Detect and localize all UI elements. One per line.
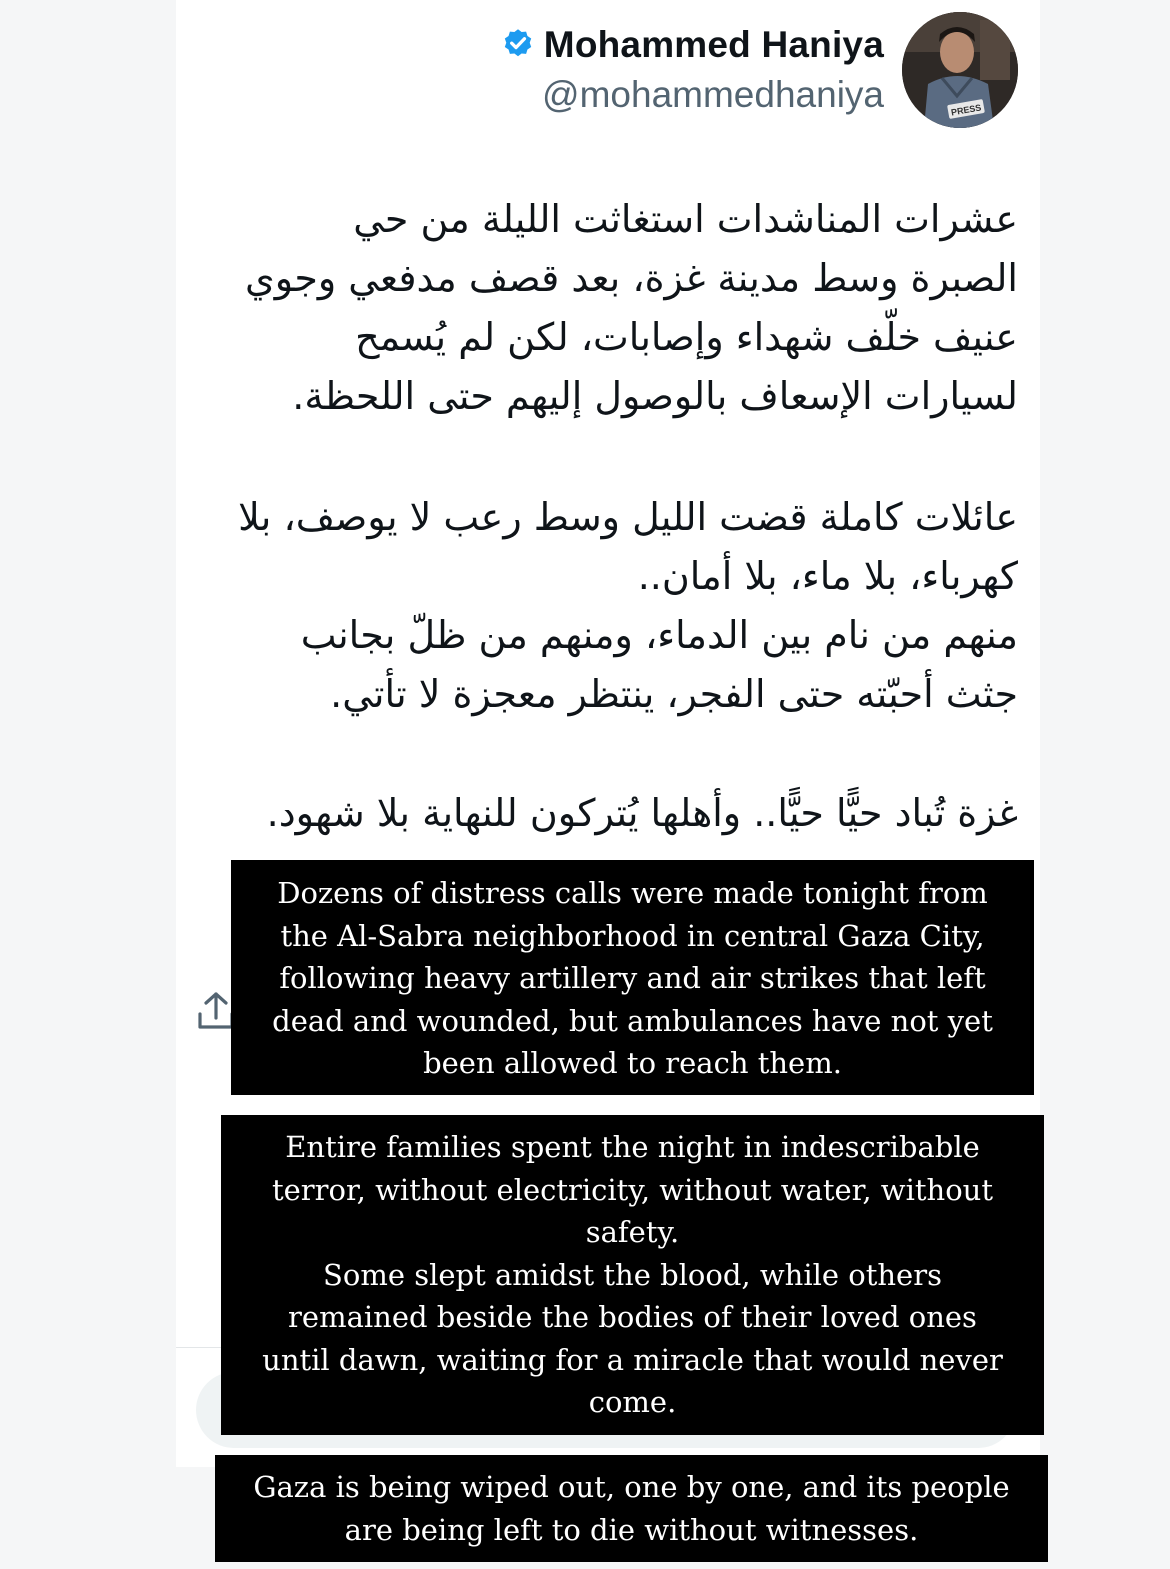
tweet-text-line: جثث أحبّته حتى الفجر، ينتظر معجزة لا تأتي. [330, 672, 1018, 716]
share-icon[interactable] [196, 990, 236, 1032]
tweet-text-line: عائلات كاملة قضت الليل وسط رعب لا يوصف، بلا [238, 495, 1018, 539]
translation-line: safety. [585, 1215, 680, 1249]
translation-box-2 [221, 1115, 1044, 1435]
translation-line: are being left to die without witnesses. [344, 1512, 919, 1547]
translation-line: been allowed to reach them. [423, 1046, 842, 1080]
avatar-press-badge: PRESS [950, 102, 983, 118]
tweet-text-line: كهرباء، بلا ماء، بلا أمان.. [637, 554, 1018, 598]
avatar[interactable] [902, 12, 1018, 128]
translation-line: the Al-Sabra neighborhood in central Gaza City, [280, 918, 985, 953]
translation-line: dead and wounded, but ambulances have not yet [272, 1003, 993, 1038]
translation-line: terror, without electricity, without water, without [271, 1172, 994, 1207]
translation-line: Entire families spent the night in indescribable [285, 1130, 980, 1164]
tweet-text-paragraph-1 [190, 190, 1018, 426]
tweet-header [500, 24, 884, 116]
tweet-text-line: منهم من نام بين الدماء، ومنهم من ظلّ بجانب [300, 613, 1018, 657]
tweet-text-paragraph-3 [190, 784, 1018, 843]
tweet-text-line: لسيارات الإسعاف بالوصول إليهم حتى اللحظة. [292, 374, 1018, 418]
avatar-photo [902, 12, 1018, 128]
translation-line: remained beside the bodies of their loved ones [288, 1300, 977, 1334]
translation-line: following heavy artillery and air strikes that left [279, 961, 986, 995]
author-handle[interactable]: @mohammedhaniya [542, 74, 884, 115]
tweet-text-line: غزة تُباد حيًّا حيًّا.. وأهلها يُتركون للنهاية بلا شهود. [266, 791, 1018, 835]
tweet-text-line: الصبرة وسط مدينة غزة، بعد قصف مدفعي وجوي [245, 256, 1018, 300]
translation-line: Dozens of distress calls were made tonight from [277, 876, 988, 910]
verified-badge-icon [500, 27, 536, 63]
author-name-row[interactable] [500, 24, 884, 66]
translation-line: come. [588, 1385, 677, 1419]
translation-box-1 [231, 860, 1034, 1095]
translation-line: Some slept amidst the blood, while others [323, 1257, 942, 1292]
translation-line: until dawn, waiting for a miracle that would never [262, 1342, 1003, 1377]
tweet-text-paragraph-2 [190, 488, 1018, 724]
translation-line: Gaza is being wiped out, one by one, and its people [253, 1470, 1010, 1504]
translation-box-3 [215, 1455, 1048, 1562]
author-display-name[interactable]: Mohammed Haniya [543, 24, 884, 65]
tweet-text-line: عشرات المناشدات استغاثت الليلة من حي [353, 197, 1018, 241]
tweet-text-line: عنيف خلّف شهداء وإصابات، لكن لم يُسمح [355, 315, 1018, 359]
